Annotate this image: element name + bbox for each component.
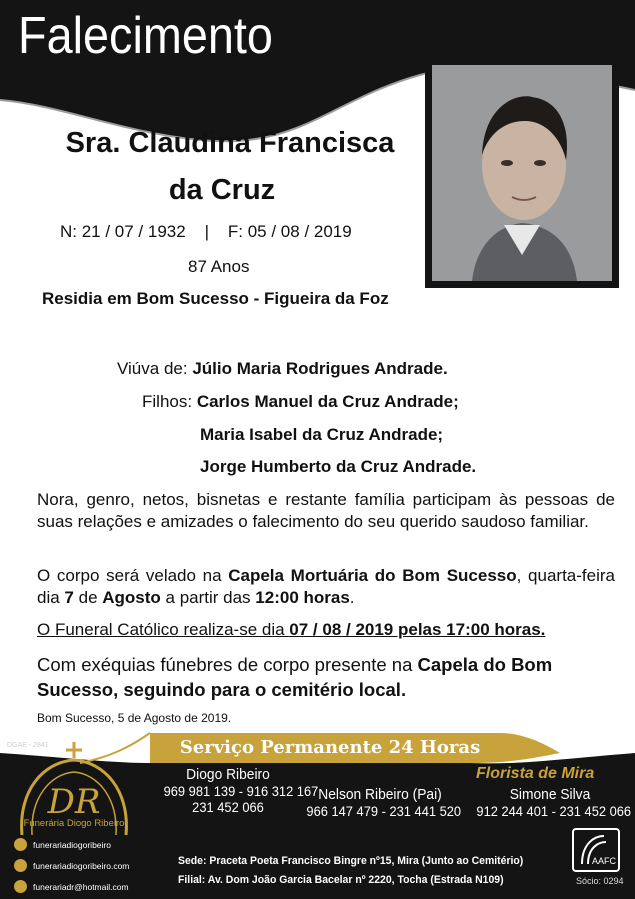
contact-diogo [163,766,319,815]
filial-address: Filial: Av. Dom João Garcia Bacelar nº 2220, Tocha (Estrada N109) [178,874,504,886]
florista-name: Florista de Mira [476,765,595,782]
widow-row [117,359,448,379]
logo-initials: DR [47,782,101,822]
website-link[interactable]: funerariadiogoribeiro.com [14,855,129,876]
birth-death-dates: N: 21 / 07 / 1932 | F: 05 / 08 / 2019 [60,222,352,241]
contact-name: Nelson Ribeiro (Pai) [318,786,442,803]
child-name: Carlos Manuel da Cruz Andrade; [196,392,459,411]
svg-text:AAFC: AAFC [592,856,617,866]
contact-name: Diogo Ribeiro [186,766,270,783]
participation-paragraph: Nora, genro, netos, bisnetas e restante família participam às pessoas de suas relações e amizades o falecimento do seu querido saudoso familiar. [37,490,615,531]
widow-label: Viúva de: [117,359,188,378]
contact-phones: 969 981 139 - 916 312 167 [163,783,319,799]
facebook-link[interactable]: funerariadiogoribeiro [14,834,129,855]
place-date: Bom Sucesso, 5 de Agosto de 2019. [37,711,232,725]
page-title: Falecimento [18,7,273,65]
deceased-name-line1: Sra. Claudina Francisca [65,127,395,159]
contact-links [14,834,129,897]
globe-icon [14,859,27,872]
wake-paragraph: O corpo será velado na Capela Mortuária do Bom Sucesso, quarta-feira dia 7 de Agosto a partir das 12:00 horas. [37,566,615,607]
child-row [200,425,443,445]
socio-number: Sócio: 0294 [576,876,624,886]
age: 87 Anos [188,257,250,276]
facebook-icon [14,838,27,851]
dgae-code: DGAE - 2841 [7,742,49,749]
mail-icon [14,880,27,893]
children-row [142,392,459,412]
portrait-frame [425,58,619,288]
residence: Residia em Bom Sucesso - Figueira da Foz [42,289,389,308]
contact-nelson [306,786,462,819]
email-link[interactable]: funerariadr@hotmail.com [14,876,129,897]
child-name: Jorge Humberto da Cruz Andrade. [200,457,477,476]
funeral-line: O Funeral Católico realiza-se dia 07 / 08 / 2019 pelas 17:00 horas. [37,620,546,639]
contact-simone [476,786,632,819]
service-banner: Serviço Permanente 24 Horas [179,737,481,758]
aafc-logo-icon [574,830,618,870]
contact-phones-2: 231 452 066 [192,799,264,815]
sede-address: Sede: Praceta Poeta Francisco Bingre nº15, Mira (Junto ao Cemitério) [178,855,524,867]
children-label: Filhos: [142,392,193,411]
portrait-photo [432,65,612,281]
contact-phones: 912 244 401 - 231 452 066 [476,803,632,819]
association-badge [572,828,620,872]
contact-name: Simone Silva [509,786,591,803]
child-name: Maria Isabel da Cruz Andrade; [200,425,444,444]
widow-name: Júlio Maria Rodrigues Andrade. [192,359,448,378]
deceased-name-line2: da Cruz [168,174,276,206]
logo-caption: Funerária Diogo Ribeiro [23,818,125,829]
portrait-illustration [432,65,612,281]
contact-phones: 966 147 479 - 231 441 520 [306,803,462,819]
exequias-paragraph: Com exéquias fúnebres de corpo presente na Capela do Bom Sucesso, seguindo para o cemitério local. [37,654,553,700]
child-row [200,457,476,477]
